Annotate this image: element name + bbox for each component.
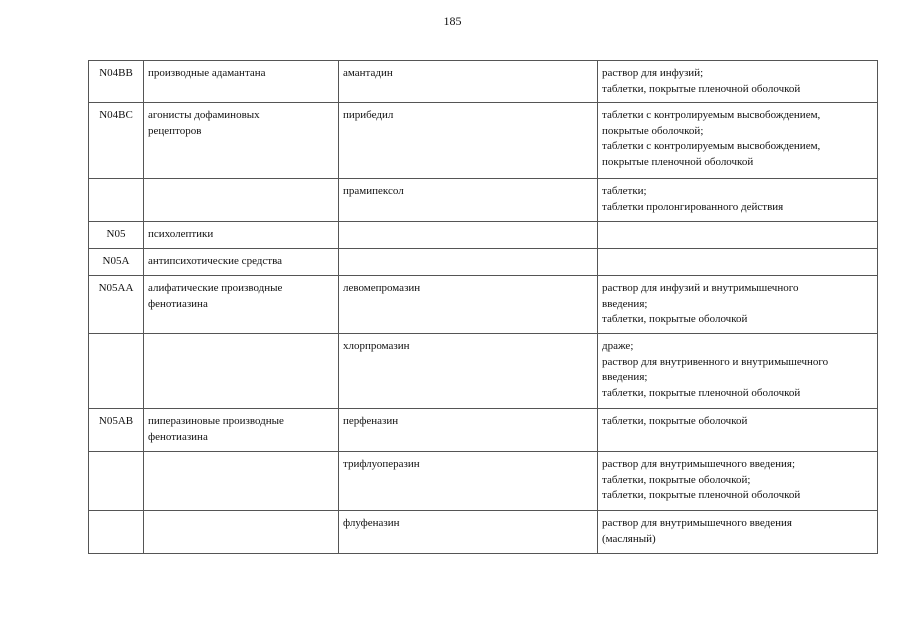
atc-code-cell xyxy=(89,452,144,511)
drug-name-cell: трифлуоперазин xyxy=(339,452,598,511)
drug-name-cell: левомепромазин xyxy=(339,276,598,334)
dosage-form-cell: раствор для внутримышечного введения (масляный) xyxy=(598,511,878,554)
table-row xyxy=(89,222,878,249)
table-row xyxy=(89,409,878,452)
dosage-form-cell: таблетки с контролируемым высвобождением, покрытые оболочкой; таблетки с контролируемым высвобождением, покрытые пленочной оболочкой xyxy=(598,103,878,179)
atc-code-cell: N05 xyxy=(89,222,144,249)
drug-name-cell: флуфеназин xyxy=(339,511,598,554)
group-name-cell xyxy=(144,511,339,554)
atc-code-cell xyxy=(89,334,144,409)
drug-name-cell: прамипексол xyxy=(339,179,598,222)
drug-name-cell: пирибедил xyxy=(339,103,598,179)
page-number: 185 xyxy=(443,14,462,28)
group-name-cell: агонисты дофаминовых рецепторов xyxy=(144,103,339,179)
table-row xyxy=(89,511,878,554)
dosage-form-cell: раствор для инфузий; таблетки, покрытые пленочной оболочкой xyxy=(598,61,878,103)
group-name-cell: производные адамантана xyxy=(144,61,339,103)
group-name-cell: антипсихотические средства xyxy=(144,249,339,276)
group-name-cell: пиперазиновые производные фенотиазина xyxy=(144,409,339,452)
group-name-cell: алифатические производные фенотиазина xyxy=(144,276,339,334)
group-name-cell xyxy=(144,452,339,511)
dosage-form-cell: таблетки; таблетки пролонгированного действия xyxy=(598,179,878,222)
drug-classification-table xyxy=(88,60,878,554)
drug-name-cell: перфеназин xyxy=(339,409,598,452)
drug-name-cell xyxy=(339,222,598,249)
dosage-form-cell: раствор для инфузий и внутримышечного введения; таблетки, покрытые оболочкой xyxy=(598,276,878,334)
dosage-form-cell: драже; раствор для внутривенного и внутримышечного введения; таблетки, покрытые пленочной оболочкой xyxy=(598,334,878,409)
atc-code-cell xyxy=(89,511,144,554)
table-row xyxy=(89,61,878,103)
dosage-form-cell xyxy=(598,249,878,276)
dosage-form-cell: раствор для внутримышечного введения; таблетки, покрытые оболочкой; таблетки, покрытые пленочной оболочкой xyxy=(598,452,878,511)
atc-code-cell: N05AB xyxy=(89,409,144,452)
table-row xyxy=(89,276,878,334)
group-name-cell xyxy=(144,334,339,409)
dosage-form-cell: таблетки, покрытые оболочкой xyxy=(598,409,878,452)
table-row xyxy=(89,249,878,276)
atc-code-cell: N05A xyxy=(89,249,144,276)
group-name-cell xyxy=(144,179,339,222)
drug-name-cell xyxy=(339,249,598,276)
drug-name-cell: хлорпромазин xyxy=(339,334,598,409)
atc-code-cell xyxy=(89,179,144,222)
dosage-form-cell xyxy=(598,222,878,249)
atc-code-cell: N04BB xyxy=(89,61,144,103)
atc-code-cell: N04BC xyxy=(89,103,144,179)
table-row xyxy=(89,103,878,179)
drug-name-cell: амантадин xyxy=(339,61,598,103)
group-name-cell: психолептики xyxy=(144,222,339,249)
table-row xyxy=(89,334,878,409)
table-row xyxy=(89,452,878,511)
table-row xyxy=(89,179,878,222)
table-body xyxy=(89,61,878,554)
atc-code-cell: N05AA xyxy=(89,276,144,334)
